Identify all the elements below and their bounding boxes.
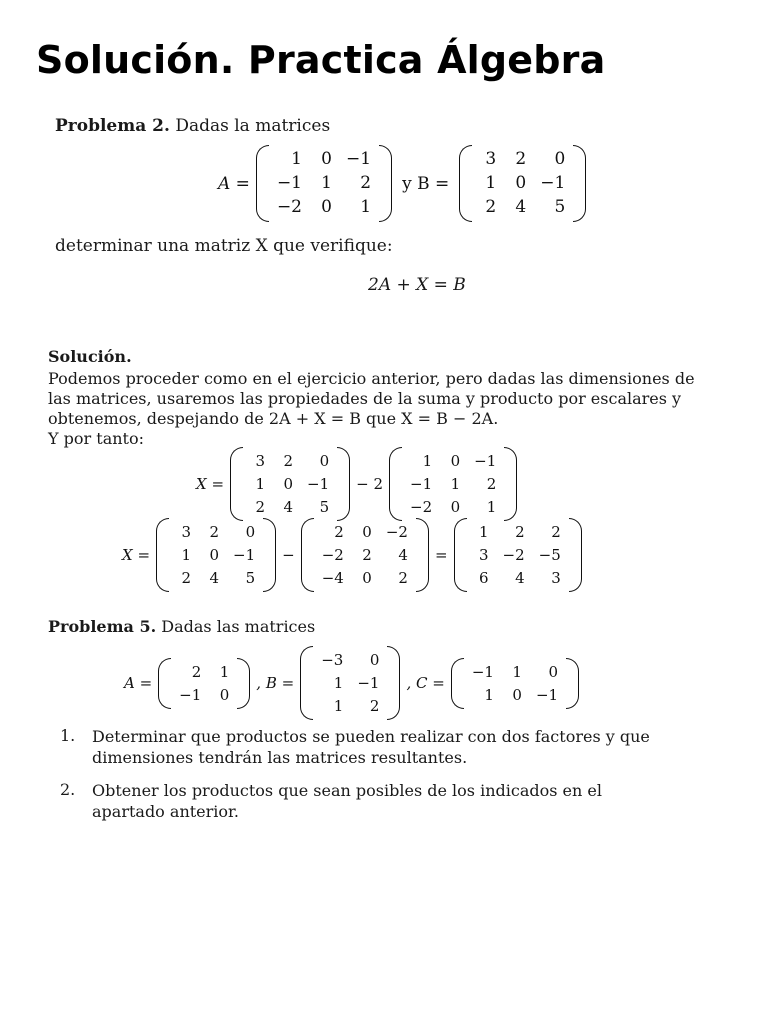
matrix-cell: 1 xyxy=(255,475,266,493)
right-paren xyxy=(237,658,250,709)
matrix-cell: 2 xyxy=(360,173,372,193)
matrix-cell: 2 xyxy=(551,523,561,541)
problem2-matrix-B xyxy=(459,145,586,222)
solution-line: Podemos proceder como en el ejercicio anterior, pero dadas las dimensiones de xyxy=(48,369,695,388)
matrix-cell: 0 xyxy=(362,523,372,541)
matrix-cell: 3 xyxy=(485,149,497,169)
problem5-line xyxy=(48,617,315,636)
matrix-cell: 5 xyxy=(554,197,566,217)
matrix-cell: 4 xyxy=(515,197,527,217)
matrix-cell: −2 xyxy=(502,546,525,564)
matrix-cell: 1 xyxy=(333,674,344,692)
matrix-cell: 1 xyxy=(484,685,494,704)
matrix-cell: −1 xyxy=(179,685,202,704)
matrix-cell: −1 xyxy=(233,546,256,564)
matrix-cell: 2 xyxy=(486,475,497,493)
left-paren xyxy=(256,145,269,222)
right-paren xyxy=(504,447,517,521)
matrix-cell: 2 xyxy=(369,697,380,715)
matrix-cell: 1 xyxy=(485,173,497,193)
problem5-matrices xyxy=(118,646,579,720)
solution-equation-1 xyxy=(190,447,517,521)
matrix-cell: 0 xyxy=(369,651,380,669)
left-paren xyxy=(156,518,169,592)
matrix-cell: 2 xyxy=(515,149,527,169)
matrix-cell: 3 xyxy=(255,452,266,470)
matrix-cell: 1 xyxy=(321,173,332,193)
eq1-label: X = xyxy=(196,475,225,493)
matrix-cell: 0 xyxy=(319,452,330,470)
matrix-cell: 1 xyxy=(479,523,489,541)
right-paren xyxy=(573,145,586,222)
left-paren xyxy=(300,646,313,720)
right-paren xyxy=(263,518,276,592)
matrix-cell: 6 xyxy=(479,569,489,587)
matrix-cell: −3 xyxy=(321,651,344,669)
matrix-cell: 0 xyxy=(515,173,527,193)
problem2-matrix-A xyxy=(256,145,392,222)
problem2-conj: y B = xyxy=(402,173,450,194)
problem5-item-text: Obtener los productos que sean posibles de los indicados en el apartado anterior. xyxy=(92,781,602,821)
problem2-line xyxy=(55,116,330,136)
matrix-cell: −1 xyxy=(357,674,380,692)
matrix-grid xyxy=(314,518,416,592)
matrix-cell: −1 xyxy=(535,685,559,704)
matrix-grid xyxy=(169,518,263,592)
matrix-cell: −2 xyxy=(276,197,302,217)
right-paren xyxy=(569,518,582,592)
matrix-cell: 0 xyxy=(450,452,461,470)
matrix-cell: 0 xyxy=(283,475,294,493)
matrix-cell: 2 xyxy=(181,569,192,587)
left-paren xyxy=(459,145,472,222)
matrix-cell: 5 xyxy=(319,498,330,516)
page-title: Solución. Practica Álgebra xyxy=(36,38,606,82)
matrix-cell: −1 xyxy=(276,173,302,193)
matrix-cell: 3 xyxy=(551,569,561,587)
matrix-cell: 0 xyxy=(450,498,461,516)
matrix-cell: −1 xyxy=(346,149,372,169)
left-paren xyxy=(301,518,314,592)
eq1-op: − 2 xyxy=(356,475,384,493)
matrix-cell: 2 xyxy=(515,523,525,541)
matrix-cell: −2 xyxy=(385,523,408,541)
matrix-cell: −1 xyxy=(307,475,330,493)
matrix-cell: 0 xyxy=(219,685,230,704)
eq2-label: X = xyxy=(122,546,151,564)
problem5-item-text: Determinar que productos se pueden realizar con dos factores y que dimensiones tendrán las matrices resultantes. xyxy=(92,727,650,767)
eq2-matrix-2A xyxy=(301,518,429,592)
matrix-cell: −1 xyxy=(540,173,566,193)
problem5-matrix-C xyxy=(451,658,579,709)
problem5-heading: Problema 5. xyxy=(48,617,157,636)
eq2-matrix-B xyxy=(156,518,276,592)
matrix-cell: 2 xyxy=(283,452,294,470)
matrix-cell: 1 xyxy=(486,498,497,516)
matrix-cell: 0 xyxy=(362,569,372,587)
matrix-cell: 4 xyxy=(209,569,220,587)
matrix-cell: 0 xyxy=(321,149,332,169)
matrix-cell: 2 xyxy=(334,523,344,541)
matrix-cell: −1 xyxy=(410,475,433,493)
matrix-cell: 2 xyxy=(191,662,202,681)
matrix-cell: −1 xyxy=(474,452,497,470)
right-paren xyxy=(387,646,400,720)
matrix-cell: 0 xyxy=(209,546,220,564)
problem5-C-label: , C = xyxy=(406,674,445,692)
matrix-cell: 0 xyxy=(548,662,559,681)
matrix-cell: 1 xyxy=(291,149,302,169)
eq1-matrix-A xyxy=(389,447,517,521)
matrix-cell: −2 xyxy=(321,546,344,564)
matrix-cell: 3 xyxy=(479,546,489,564)
matrix-cell: 4 xyxy=(283,498,294,516)
left-paren xyxy=(389,447,402,521)
problem5-item-number: 2. xyxy=(60,780,76,799)
matrix-grid xyxy=(269,145,379,222)
problem5-A-label: A = xyxy=(124,674,153,692)
problem5-matrix-B xyxy=(300,646,400,720)
left-paren xyxy=(451,658,464,709)
problem5-B-label: , B = xyxy=(256,674,295,692)
matrix-cell: 1 xyxy=(219,662,230,681)
problem5-item-number: 1. xyxy=(60,726,76,745)
matrix-cell: −4 xyxy=(321,569,344,587)
matrix-cell: 2 xyxy=(255,498,266,516)
right-paren xyxy=(566,658,579,709)
solution-line: las matrices, usaremos las propiedades de la suma y producto por escalares y xyxy=(48,389,682,408)
matrix-cell: 3 xyxy=(181,523,192,541)
matrix-cell: 1 xyxy=(360,197,372,217)
eq2-equals: = xyxy=(434,546,448,564)
matrix-cell: 2 xyxy=(362,546,372,564)
problem5-matrix-A xyxy=(158,658,250,709)
solution-equation-2 xyxy=(116,518,582,592)
matrix-grid xyxy=(313,646,387,720)
matrix-cell: 0 xyxy=(245,523,256,541)
problem2-A-label: A = xyxy=(218,173,250,194)
matrix-cell: −2 xyxy=(410,498,433,516)
matrix-cell: 4 xyxy=(515,569,525,587)
matrix-cell: 2 xyxy=(398,569,408,587)
problem2-heading: Problema 2. xyxy=(55,116,170,136)
matrix-grid xyxy=(472,145,573,222)
matrix-cell: −1 xyxy=(471,662,494,681)
left-paren xyxy=(230,447,243,521)
right-paren xyxy=(416,518,429,592)
matrix-grid xyxy=(467,518,569,592)
matrix-cell: 1 xyxy=(450,475,461,493)
problem2-intro: Dadas la matrices xyxy=(175,116,331,136)
left-paren xyxy=(158,658,171,709)
eq1-matrix-B xyxy=(230,447,350,521)
problem2-prompt: determinar una matriz X que verifique: xyxy=(55,236,393,256)
eq2-matrix-X xyxy=(454,518,582,592)
matrix-cell: 0 xyxy=(512,685,522,704)
solution-line: Y por tanto: xyxy=(48,429,144,448)
matrix-grid xyxy=(402,447,504,521)
matrix-cell: 1 xyxy=(333,697,344,715)
matrix-cell: −5 xyxy=(538,546,561,564)
solution-heading: Solución. xyxy=(48,347,132,366)
matrix-cell: 1 xyxy=(181,546,192,564)
matrix-cell: 4 xyxy=(398,546,408,564)
matrix-grid xyxy=(464,658,566,709)
solution-line: obtenemos, despejando de 2A + X = B que X = B − 2A. xyxy=(48,409,499,428)
problem2-equation: 2A + X = B xyxy=(368,275,466,295)
problem2-matrices xyxy=(212,145,586,222)
right-paren xyxy=(379,145,392,222)
eq2-minus: − xyxy=(282,546,295,564)
matrix-cell: 2 xyxy=(485,197,497,217)
matrix-grid xyxy=(243,447,337,521)
left-paren xyxy=(454,518,467,592)
matrix-cell: 5 xyxy=(245,569,256,587)
matrix-cell: 0 xyxy=(321,197,332,217)
right-paren xyxy=(337,447,350,521)
matrix-grid xyxy=(171,658,237,709)
problem5-intro: Dadas las matrices xyxy=(161,617,316,636)
matrix-cell: 1 xyxy=(422,452,433,470)
matrix-cell: 0 xyxy=(554,149,566,169)
matrix-cell: 1 xyxy=(512,662,522,681)
matrix-cell: 2 xyxy=(209,523,220,541)
